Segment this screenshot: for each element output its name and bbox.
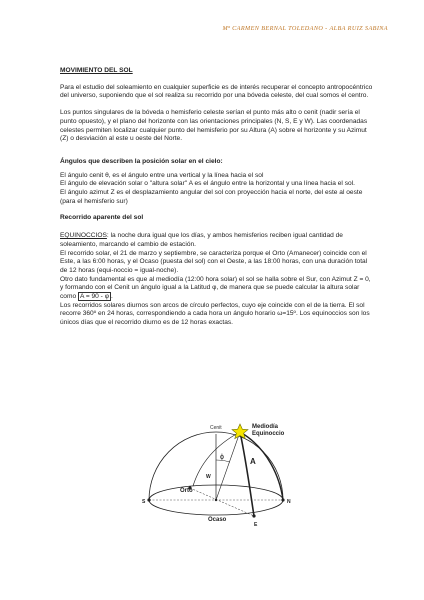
intro-paragraph-1: Para el estudio del soleamiento en cualquier superficie es de interés recuperar el concepto antropocéntrico del universo, suponiendo que el sol realiza su recorrido por una bóveda celeste, del cual somos el centro.: [60, 83, 373, 100]
intro-paragraph-2: Los puntos singulares de la bóveda o hemisferio celeste serían el punto más alto o cenit (nadir sería el punto opuesto), y el plano del horizonte con las orientaciones principales (N, S, E y W). Las coordenadas celestes permiten localizar cualquier punto del hemisferio por su Altura (A) sobre el horizonte y su Azimut (Z) o desviación al este u oeste del Norte.: [60, 109, 368, 143]
altitude-formula: A = 90 - φ: [79, 293, 109, 301]
solar-path-paragraph-3-text: Otro dato fundamental es que al mediodía (12:00 hora solar) el sol se halla sobre el Sur, con Azimut Z = 0, y formando con el Cenit un ángulo igual a la Latitud φ, de manera que se puede calcular la altura solar como: [60, 275, 371, 301]
angle-altura-line: El ángulo de elevación solar o "altura solar" A es el ángulo entre la horizontal y una línea hacia el sol.: [60, 180, 355, 188]
document-body: [60, 67, 374, 328]
label-east: E: [254, 522, 258, 528]
east-point: [252, 514, 255, 517]
label-phi: ϕ: [220, 454, 224, 461]
label-west: W: [206, 474, 211, 480]
solar-path-heading: Recorrido aparente del sol: [60, 214, 144, 222]
label-orto: Orto: [180, 488, 193, 494]
south-point: [147, 498, 150, 501]
label-cenit: Cenit: [210, 425, 222, 431]
label-south: S: [142, 499, 146, 505]
sun-path-arc: [240, 432, 254, 516]
celestial-sphere-svg: [138, 420, 308, 532]
document-title: MOVIMIENTO DEL SOL: [60, 67, 133, 74]
celestial-sphere-diagram: [138, 420, 308, 532]
equinox-paragraph: [60, 232, 374, 249]
solar-path-paragraph-3-end: .: [111, 293, 113, 301]
solar-path-paragraph-4: Los recorridos solares diurnos son arcos de círculo perfectos, cuyo eje coincide con el de la tierra. El sol recorre 360º en 24 horas, correspondiendo a cada hora un ángulo horario ω=15º. Los equinoccios son los únicos días que el recorrido diurno es de 12 horas exactas.: [60, 301, 370, 327]
sun-ray-line: [216, 432, 240, 500]
solar-path-paragraph-2: El recorrido solar, el 21 de marzo y septiembre, se caracteriza porque el Orto (Amanecer) coincide con el Este, a las 6:00 horas, y el Ocaso (puesta del sol) con el Oeste, a las 18:00 horas, con una duración total de 12 horas (equi-noccio = igual-noche).: [60, 249, 368, 274]
equinox-text: : la noche dura igual que los días, y ambos hemisferios reciben igual cantidad de soleamiento, marcando el cambio de estación.: [60, 232, 343, 248]
angle-azimut-line: El ángulo azimut Z es el desplazamiento angular del sol con proyección hacia el norte, del este al oeste (para el hemisferio sur): [60, 189, 363, 205]
label-altitude: A: [250, 457, 256, 466]
sun-path-upper: [193, 432, 240, 486]
north-point: [281, 498, 284, 501]
equinox-term: EQUINOCCIOS: [60, 232, 107, 240]
label-north: N: [287, 499, 291, 505]
label-mediodia: Mediodía: [252, 424, 279, 430]
label-equinoccio: Equinoccio: [252, 431, 285, 437]
observer-point: [215, 499, 217, 501]
angles-heading: Ángulos que describen la posición solar en el cielo:: [60, 157, 223, 165]
east-west-line: [190, 488, 254, 516]
angle-cenit-line: El ángulo cenit θ, es el ángulo entre una vertical y la línea hacia el sol: [60, 171, 264, 179]
page-header-authors: Mª CARMEN BERNAL TOLEDANO - ALBA RUIZ SABINA: [222, 25, 388, 32]
label-ocaso: Ocaso: [208, 517, 227, 523]
solar-path-paragraph-3: [60, 276, 374, 302]
